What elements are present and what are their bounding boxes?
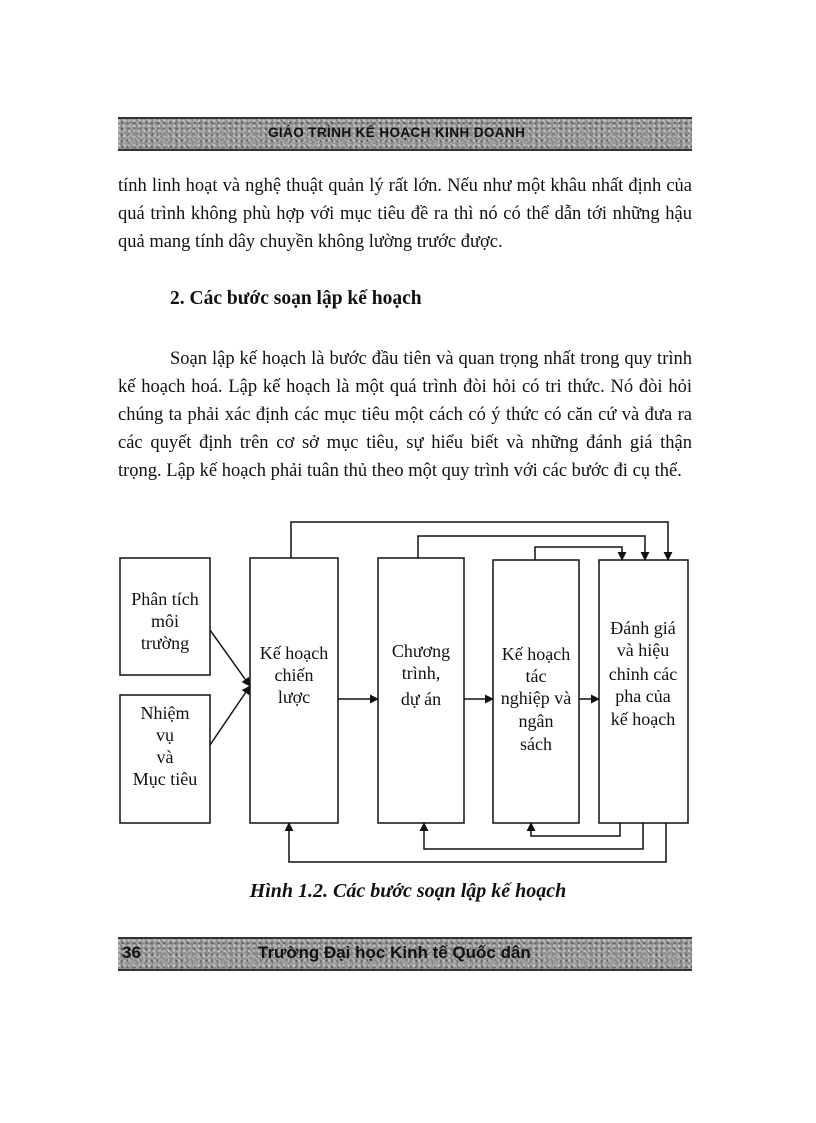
feedback-to-tactical xyxy=(531,823,620,836)
header-title: GIÁO TRÌNH KẾ HOẠCH KINH DOANH xyxy=(268,125,526,140)
mission-line-3: và xyxy=(156,747,174,767)
tactical-line-3: nghiệp và xyxy=(500,688,572,708)
evaluation-line-5: kế hoạch xyxy=(610,709,676,729)
env-line-2: môi xyxy=(150,611,180,631)
mission-line-2: vụ xyxy=(156,725,174,745)
arrow-mission-to-strategy xyxy=(210,686,250,745)
tactical-line-4: ngân xyxy=(518,711,554,731)
loop-programs-to-evaluation xyxy=(418,536,645,560)
loop-strategy-to-evaluation xyxy=(291,522,668,560)
paragraph-1: tính linh hoạt và nghệ thuật quản lý rất lớn. Nếu như một khâu nhất định của quá trình không phù hợp với mục tiêu đề ra thì nó có thể dẫn tới những hậu quả mang tính dây chuyền không lường trước được. xyxy=(118,176,692,252)
paragraph-2: Soạn lập kế hoạch là bước đầu tiên và quan trọng nhất trong quy trình kế hoạch hoá. Lập kế hoạch là một quá trình đòi hỏi có tri thức. Nó đòi hỏi chúng ta phải xác định các mục tiêu một cách có ý thức có căn cứ và đưa ra các quyết định trên cơ sở mục tiêu, sự hiểu biết và những đánh giá thận trọng. Lập kế hoạch phải tuân thủ theo một quy trình với các bước đi cụ thể. xyxy=(118,349,692,481)
footer-banner xyxy=(118,937,692,971)
env-line-1: Phân tích xyxy=(131,589,199,609)
strategy-line-3: lược xyxy=(277,687,311,707)
feedback-to-strategy xyxy=(289,823,666,862)
strategy-line-2: chiến xyxy=(274,665,314,685)
strategy-line-1: Kế hoạch xyxy=(259,643,329,663)
evaluation-line-2: và hiệu xyxy=(616,640,670,660)
figure-caption: Hình 1.2. Các bước soạn lập kế hoạch xyxy=(249,880,567,902)
env-line-3: trường xyxy=(140,633,190,653)
evaluation-line-1: Đánh giá xyxy=(610,618,676,638)
programs-line-1: Chương xyxy=(391,641,451,661)
mission-line-4: Mục tiêu xyxy=(132,769,198,789)
loop-tactical-to-evaluation xyxy=(535,547,622,560)
section-heading: 2. Các bước soạn lập kế hoạch xyxy=(170,288,422,309)
evaluation-line-4: pha của xyxy=(615,686,671,706)
programs-line-3: dự án xyxy=(400,689,442,709)
tactical-line-5: sách xyxy=(520,734,552,754)
programs-line-2: trình, xyxy=(401,663,441,683)
tactical-line-1: Kế hoạch xyxy=(501,644,571,664)
page-number: 36 xyxy=(122,943,141,962)
tactical-line-2: tác xyxy=(525,666,547,686)
footer-school: Trường Đại học Kinh tế Quốc dân xyxy=(258,943,531,962)
evaluation-line-3: chỉnh các xyxy=(608,664,678,684)
arrow-env-to-strategy xyxy=(210,630,250,686)
mission-line-1: Nhiệm xyxy=(140,703,190,723)
